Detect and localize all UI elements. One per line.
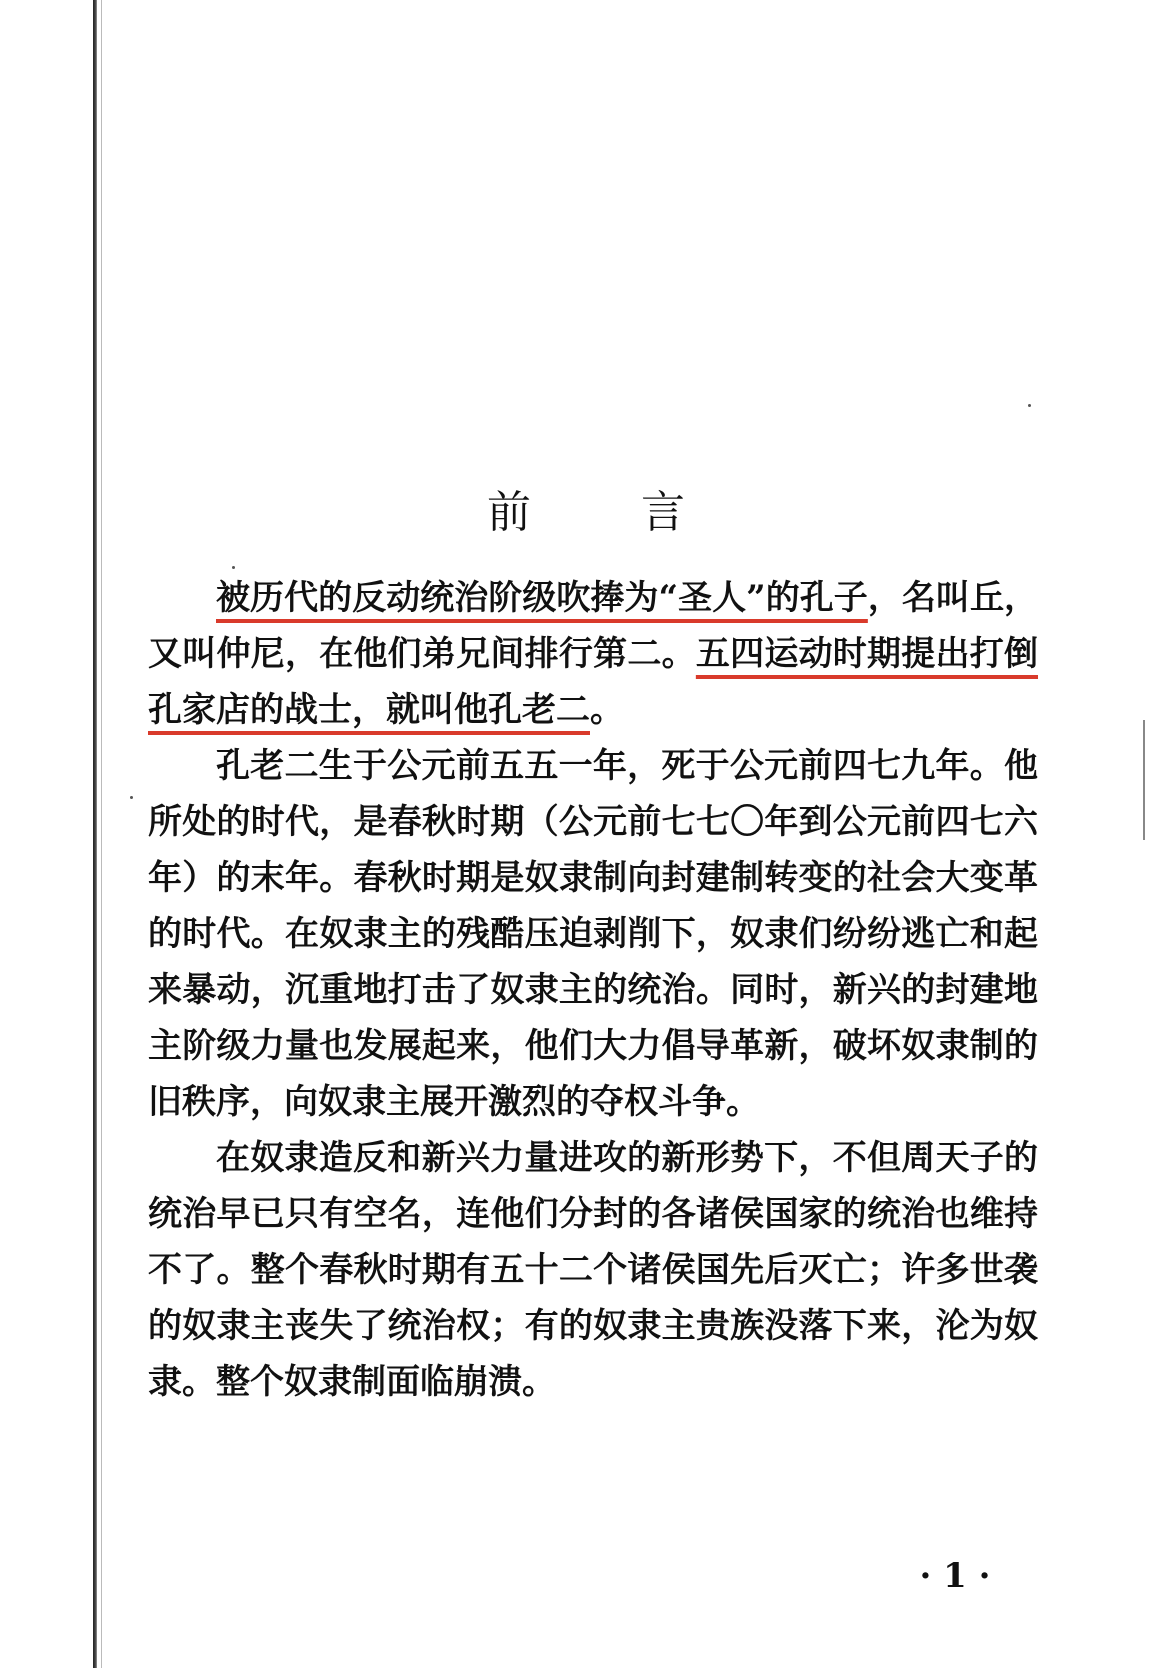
underlined-text: 被历代的反动统治阶级吹捧为“圣人”的孔子	[216, 578, 868, 618]
underlined-text: 五四运动时期提出打倒孔家店的战士，就叫他孔老二	[148, 634, 1039, 730]
page-number: · 1 ·	[919, 1556, 991, 1596]
title-char-1: 前	[487, 487, 531, 538]
paragraph-1	[148, 570, 1038, 738]
text-segment: ，名叫丘，又叫仲尼，在他们弟兄间排行第二。	[148, 578, 1038, 674]
paragraph-2	[148, 738, 1038, 1130]
body-text	[148, 570, 1038, 1410]
scan-speck	[130, 796, 133, 799]
binding-edge	[93, 0, 97, 1668]
scan-speck	[1028, 404, 1031, 407]
text-segment: 。	[590, 690, 624, 730]
scan-mark	[1143, 720, 1145, 840]
paragraph-3	[148, 1130, 1038, 1410]
title-char-2: 言	[641, 487, 685, 538]
page-title	[0, 476, 1172, 540]
binding-edge-shadow	[101, 0, 102, 1668]
text-segment: 在奴隶造反和新兴力量进攻的新形势下，不但周天子的统治早已只有空名，连他们分封的各诸侯国家的统治也维持不了。整个春秋时期有五十二个诸侯国先后灭亡；许多世袭的奴隶主丧失了统治权；有的奴隶主贵族没落下来，沦为奴隶。整个奴隶制面临崩溃。	[148, 1138, 1038, 1402]
scan-speck	[232, 566, 235, 569]
text-segment: 孔老二生于公元前五五一年，死于公元前四七九年。他所处的时代，是春秋时期（公元前七七〇年到公元前四七六年）的末年。春秋时期是奴隶制向封建制转变的社会大变革的时代。在奴隶主的残酷压迫剥削下，奴隶们纷纷逃亡和起来暴动，沉重地打击了奴隶主的统治。同时，新兴的封建地主阶级力量也发展起来，他们大力倡导革新，破坏奴隶制的旧秩序，向奴隶主展开激烈的夺权斗争。	[148, 746, 1038, 1122]
